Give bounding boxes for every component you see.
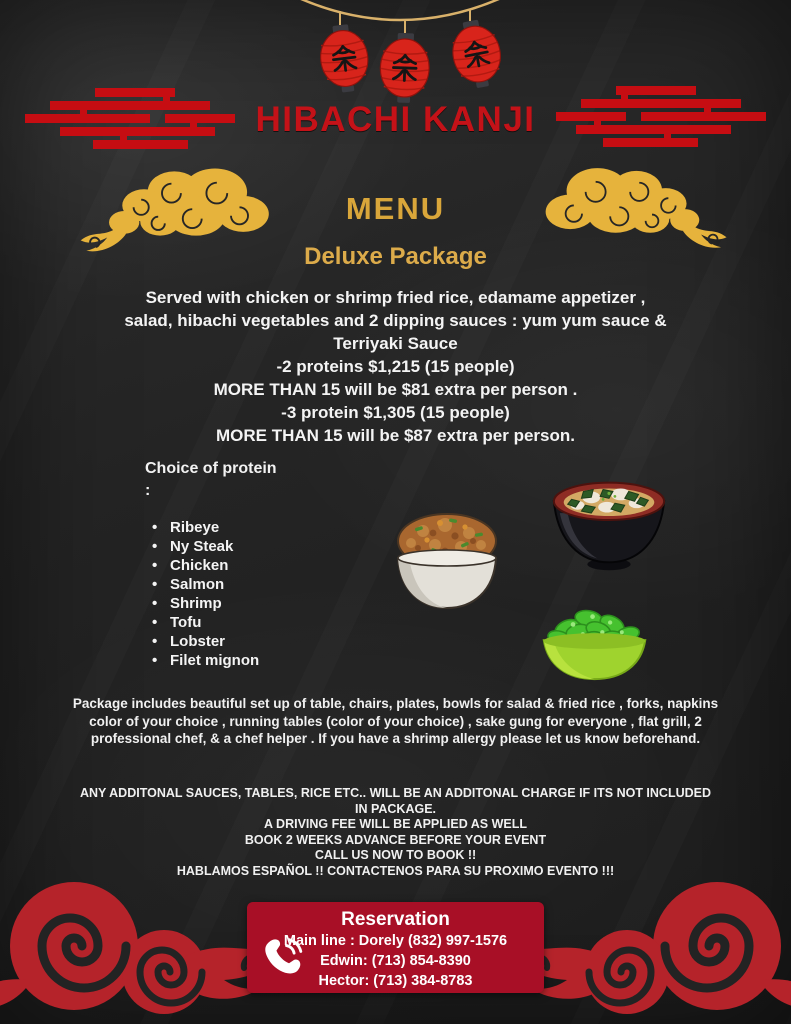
reservation-line: Main line : Dorely (832) 997-1576 — [283, 933, 508, 949]
intro-line: Terriyaki Sauce — [333, 334, 458, 353]
protein-item: • Chicken — [152, 556, 259, 575]
package-description — [0, 286, 791, 447]
package-heading: Deluxe Package — [304, 243, 487, 270]
notice-line: HABLAMOS ESPAÑOL !! CONTACTENOS PARA SU PROXIMO EVENTO !!! — [176, 863, 615, 878]
lantern-garland-icon — [280, 0, 520, 104]
phone-icon — [263, 938, 305, 980]
intro-line: Served with chicken or shrimp fried rice, edamame appetizer , — [145, 288, 646, 307]
protein-choice-heading: Choice of protein — [145, 460, 277, 477]
reservation-title: Reservation — [341, 909, 450, 930]
protein-list — [152, 518, 259, 670]
protein-item: • Shrimp — [152, 594, 259, 613]
red-swirl-cloud-right-icon — [505, 868, 791, 1023]
red-swirl-cloud-left-icon — [0, 868, 286, 1023]
protein-item: • Salmon — [152, 575, 259, 594]
protein-choice-colon: : — [145, 482, 151, 499]
edamame-bowl-icon — [534, 602, 656, 684]
notices-block — [80, 786, 712, 879]
protein-item: • Ribeye — [152, 518, 259, 537]
protein-item: • Tofu — [152, 613, 259, 632]
fried-rice-bowl-icon — [385, 503, 510, 615]
reservation-box — [247, 902, 544, 993]
notice-line: ANY ADDITONAL SAUCES, TABLES, RICE ETC.. WILL BE AN ADDITONAL CHARGE IF ITS NOT INCLUDED IN PACKAGE. — [79, 786, 712, 816]
notice-line: A DRIVING FEE WILL BE APPLIED AS WELL — [264, 817, 527, 831]
protein-item: • Lobster — [152, 632, 259, 651]
pricing-line: MORE THAN 15 will be $87 extra per person. — [215, 426, 575, 445]
brand-title: HIBACHI KANJI — [255, 100, 536, 139]
reservation-line: Hector: (713) 384-8783 — [318, 973, 473, 989]
protein-item: • Ny Steak — [152, 537, 259, 556]
intro-line: salad, hibachi vegetables and 2 dipping sauces : yum yum sauce & — [124, 311, 667, 330]
notice-line: BOOK 2 WEEKS ADVANCE BEFORE YOUR EVENT — [244, 832, 547, 847]
pricing-line: MORE THAN 15 will be $81 extra per person . — [213, 380, 578, 399]
miso-soup-bowl-icon — [546, 463, 672, 575]
package-includes-paragraph: Package includes beautiful set up of table, chairs, plates, bowls for salad & fried rice , forks, napkins color of your choice , running tables (color of your choice) , sake gung for everyone , flat grill, 2 professional chef, & a chef helper . If you have a shrimp allergy please let us know beforehand. — [72, 696, 719, 746]
pricing-line: -2 proteins $1,215 (15 people) — [276, 357, 515, 376]
protein-item: • Filet mignon — [152, 651, 259, 670]
notice-line: CALL US NOW TO BOOK !! — [314, 848, 477, 862]
menu-heading: MENU — [345, 191, 446, 226]
reservation-line: Edwin: (713) 854-8390 — [320, 953, 471, 969]
pricing-line: -3 protein $1,305 (15 people) — [281, 403, 510, 422]
